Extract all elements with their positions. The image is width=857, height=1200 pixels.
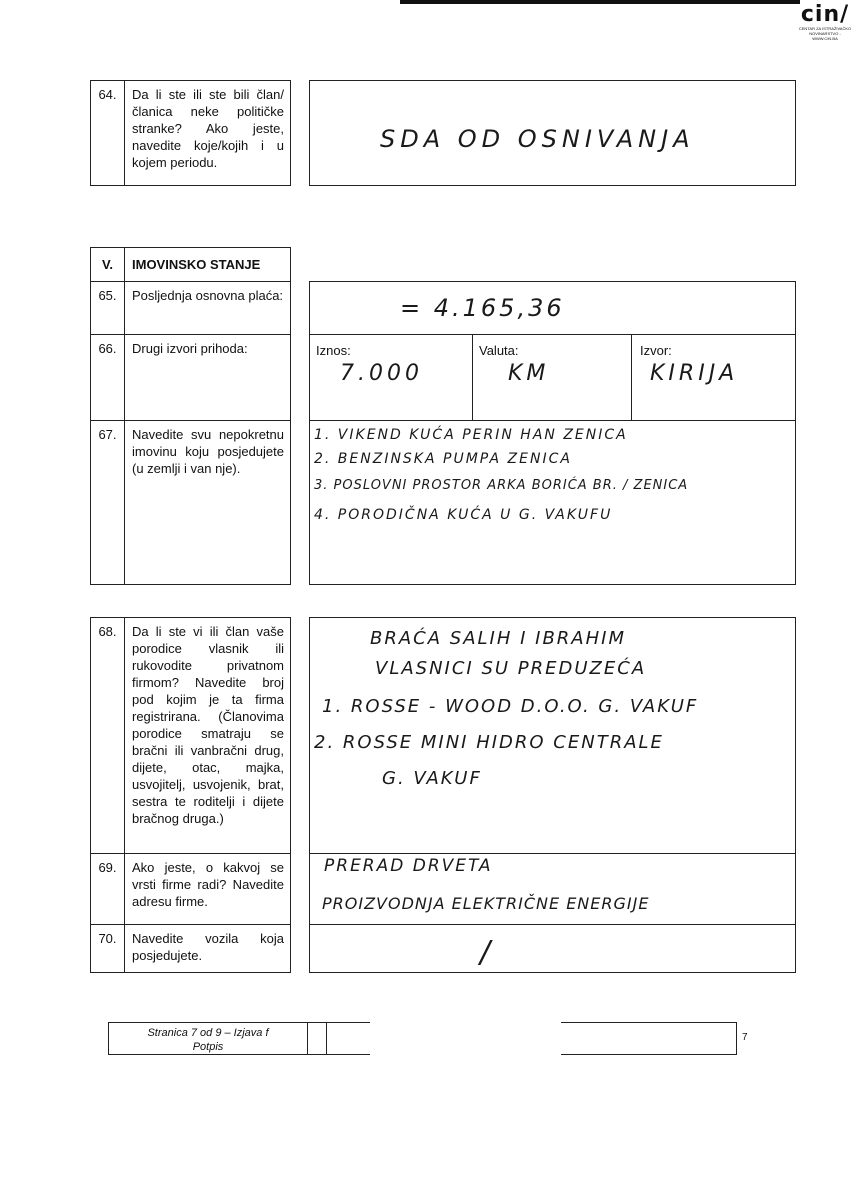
q67-line-3: 3. POSLOVNI PROSTOR ARKA BORIĆA BR. / ZENICA: [314, 478, 689, 493]
q68-line-3: 1. ROSSE - WOOD D.O.O. G. VAKUF: [322, 696, 699, 717]
q69-answer-box: [309, 853, 796, 925]
q69-number: 69.: [90, 853, 125, 925]
q65-question: Posljednja osnovna plaća:: [124, 281, 291, 335]
q67-answer-box: [309, 420, 796, 585]
q65-answer: = 4.165,36: [400, 294, 565, 322]
q68-line-5: G. VAKUF: [382, 768, 482, 789]
logo-line-2: NOVINARSTVO - WWW.CIN.BA: [809, 31, 841, 41]
footer-sign-label: Potpis: [192, 1041, 224, 1053]
q67-line-1: 1. VIKEND KUĆA PERIN HAN ZENICA: [314, 427, 628, 443]
footer-open-cell-right: [561, 1022, 737, 1055]
footer-page-cell: [108, 1022, 308, 1055]
q69-question: Ako jeste, o kakvoj se vrsti firme radi? Navedite adresu firme.: [124, 853, 291, 925]
section-5-number: V.: [90, 247, 125, 282]
footer-page-number: 7: [742, 1032, 748, 1043]
q64-number: 64.: [90, 80, 125, 186]
q64-question: Da li ste ili ste bili član/članica neke političke stranke? Ako jeste, navedite koje/kojih i u kojem periodu.: [124, 80, 291, 186]
logo-mark: cin/: [800, 2, 850, 27]
q66-valuta-cell: [472, 334, 632, 421]
q66-izvor-value: KIRIJA: [650, 361, 739, 386]
q66-number: 66.: [90, 334, 125, 421]
footer-spacer-cell: [307, 1022, 327, 1055]
q68-line-2: VLASNICI SU PREDUZEĆA: [375, 658, 647, 679]
q66-izvor-label: Izvor:: [640, 343, 672, 358]
q65-number: 65.: [90, 281, 125, 335]
top-edge-bar: [400, 0, 800, 4]
q70-number: 70.: [90, 924, 125, 973]
q68-number: 68.: [90, 617, 125, 854]
q64-answer: SDA OD OSNIVANJA: [380, 125, 695, 153]
logo-line-1: CENTAR ZA ISTRAŽIVAČKO: [798, 26, 852, 31]
q67-line-2: 2. BENZINSKA PUMPA ZENICA: [314, 451, 572, 467]
footer-page-text: Stranica 7 od 9 – Izjava f: [147, 1027, 269, 1039]
q68-answer-box: [309, 617, 796, 854]
q67-number: 67.: [90, 420, 125, 585]
q64-answer-box: [309, 80, 796, 186]
cin-logo: [797, 4, 853, 41]
section-5-title: IMOVINSKO STANJE: [124, 247, 291, 282]
q70-question: Navedite vozila koja posjedujete.: [124, 924, 291, 973]
q69-line-2: PROIZVODNJA ELEKTRIČNE ENERGIJE: [322, 894, 650, 913]
q65-answer-box: [309, 281, 796, 335]
q66-valuta-label: Valuta:: [479, 343, 519, 358]
q67-line-4: 4. PORODIČNA KUĆA U G. VAKUFU: [314, 507, 613, 523]
q68-line-1: BRAĆA SALIH I IBRAHIM: [370, 628, 626, 649]
q68-line-4: 2. ROSSE MINI HIDRO CENTRALE: [314, 732, 664, 753]
q70-answer-box: [309, 924, 796, 973]
q66-question: Drugi izvori prihoda:: [124, 334, 291, 421]
footer-open-cell-left: [326, 1022, 370, 1055]
q68-question: Da li ste vi ili član vaše porodice vlasnik ili rukovodite privatnom firmom? Navedite broj pod kojim je ta firma registrirana. (Članovima porodice smatraju se bračni ili vanbračni drug, dijete, otac, majka, usvojitelj, usvojenik, brat, sestra te roditelji i dijete bračnog druga.): [124, 617, 291, 854]
q67-question: Navedite svu nepokretnu imovinu koju posjedujete (u zemlji i van nje).: [124, 420, 291, 585]
q70-answer: /: [480, 935, 493, 970]
q66-iznos-label: Iznos:: [316, 343, 351, 358]
q69-line-1: PRERAD DRVETA: [324, 856, 493, 876]
q66-valuta-value: KM: [508, 361, 550, 386]
q66-iznos-cell: [309, 334, 473, 421]
q66-iznos-value: 7.000: [340, 361, 423, 386]
q66-izvor-cell: [631, 334, 796, 421]
